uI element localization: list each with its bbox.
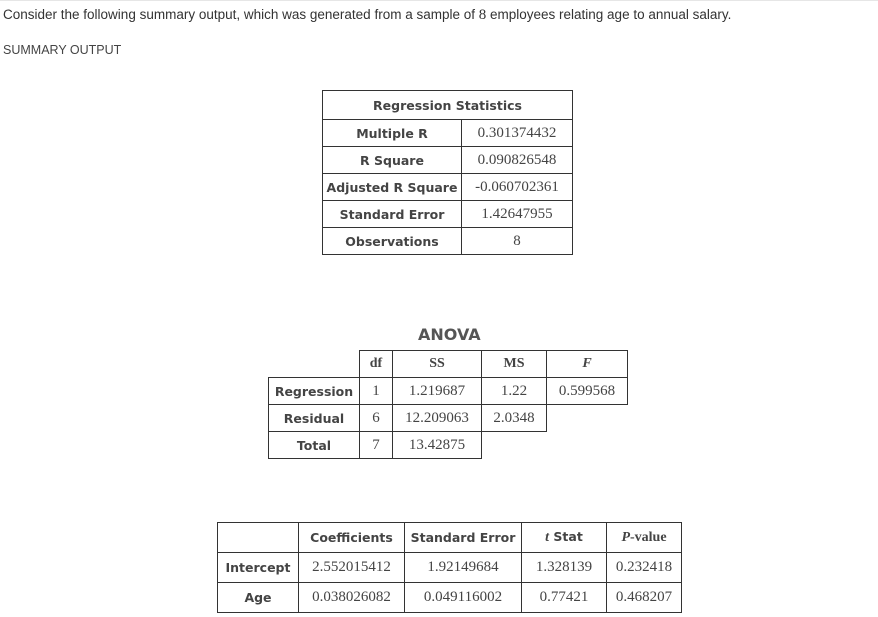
row-label: Intercept: [218, 553, 299, 583]
empty-cell: [218, 523, 299, 553]
t-stat-cell: 0.77421: [522, 583, 607, 613]
ss-cell: 12.209063: [393, 405, 482, 432]
ms-cell: 1.22: [482, 378, 547, 405]
ss-header: SS: [393, 351, 482, 378]
standard-error-cell: 0.049116002: [405, 583, 522, 613]
p-value-cell: 0.468207: [607, 583, 682, 613]
row-value: 8: [462, 228, 573, 255]
table-row: [323, 201, 573, 228]
ss-cell: 1.219687: [393, 378, 482, 405]
row-label: Total: [269, 432, 360, 459]
standard-error-header: Standard Error: [405, 523, 522, 553]
table-row: [269, 432, 628, 459]
row-label: Age: [218, 583, 299, 613]
regression-statistics-title: Regression Statistics: [323, 91, 573, 120]
table-row: [269, 405, 628, 432]
row-value: 0.301374432: [462, 120, 573, 147]
empty-cell: [269, 351, 360, 378]
ss-cell: 13.42875: [393, 432, 482, 459]
row-label: Residual: [269, 405, 360, 432]
row-label: Observations: [323, 228, 462, 255]
anova-title: ANOVA: [418, 325, 481, 344]
f-header: F: [547, 351, 628, 378]
summary-output-title: SUMMARY OUTPUT: [3, 43, 122, 57]
row-label: Adjusted R Square: [323, 174, 462, 201]
row-label: Multiple R: [323, 120, 462, 147]
p-value-cell: 0.232418: [607, 553, 682, 583]
coefficient-cell: 0.038026082: [299, 583, 405, 613]
table-row: [323, 228, 573, 255]
table-row: [218, 583, 682, 613]
top-divider: [0, 0, 878, 1]
p-value-header: P-value: [607, 523, 682, 553]
coefficient-cell: 2.552015412: [299, 553, 405, 583]
table-header-row: [218, 523, 682, 553]
table-row: [323, 174, 573, 201]
df-cell: 6: [360, 405, 393, 432]
ms-header: MS: [482, 351, 547, 378]
row-value: 0.090826548: [462, 147, 573, 174]
empty-cell: [547, 405, 628, 432]
t-stat-header: t Stat: [522, 523, 607, 553]
row-label: Standard Error: [323, 201, 462, 228]
row-label: R Square: [323, 147, 462, 174]
question-text: Consider the following summary output, which was generated from a sample of 8 employees relating age to annual salary.: [3, 7, 732, 23]
table-row: [218, 553, 682, 583]
table-row: [323, 147, 573, 174]
anova-table: [268, 350, 628, 459]
empty-cell: [547, 432, 628, 459]
coefficients-table: [217, 522, 682, 613]
table-header-row: [269, 351, 628, 378]
empty-cell: [482, 432, 547, 459]
table-row: [323, 120, 573, 147]
regression-statistics-table: [322, 90, 573, 255]
ms-cell: 2.0348: [482, 405, 547, 432]
coefficients-header: Coefficients: [299, 523, 405, 553]
standard-error-cell: 1.92149684: [405, 553, 522, 583]
df-cell: 7: [360, 432, 393, 459]
f-cell: 0.599568: [547, 378, 628, 405]
row-value: 1.42647955: [462, 201, 573, 228]
row-value: -0.060702361: [462, 174, 573, 201]
t-stat-cell: 1.328139: [522, 553, 607, 583]
table-row: [269, 378, 628, 405]
row-label: Regression: [269, 378, 360, 405]
df-header: df: [360, 351, 393, 378]
df-cell: 1: [360, 378, 393, 405]
